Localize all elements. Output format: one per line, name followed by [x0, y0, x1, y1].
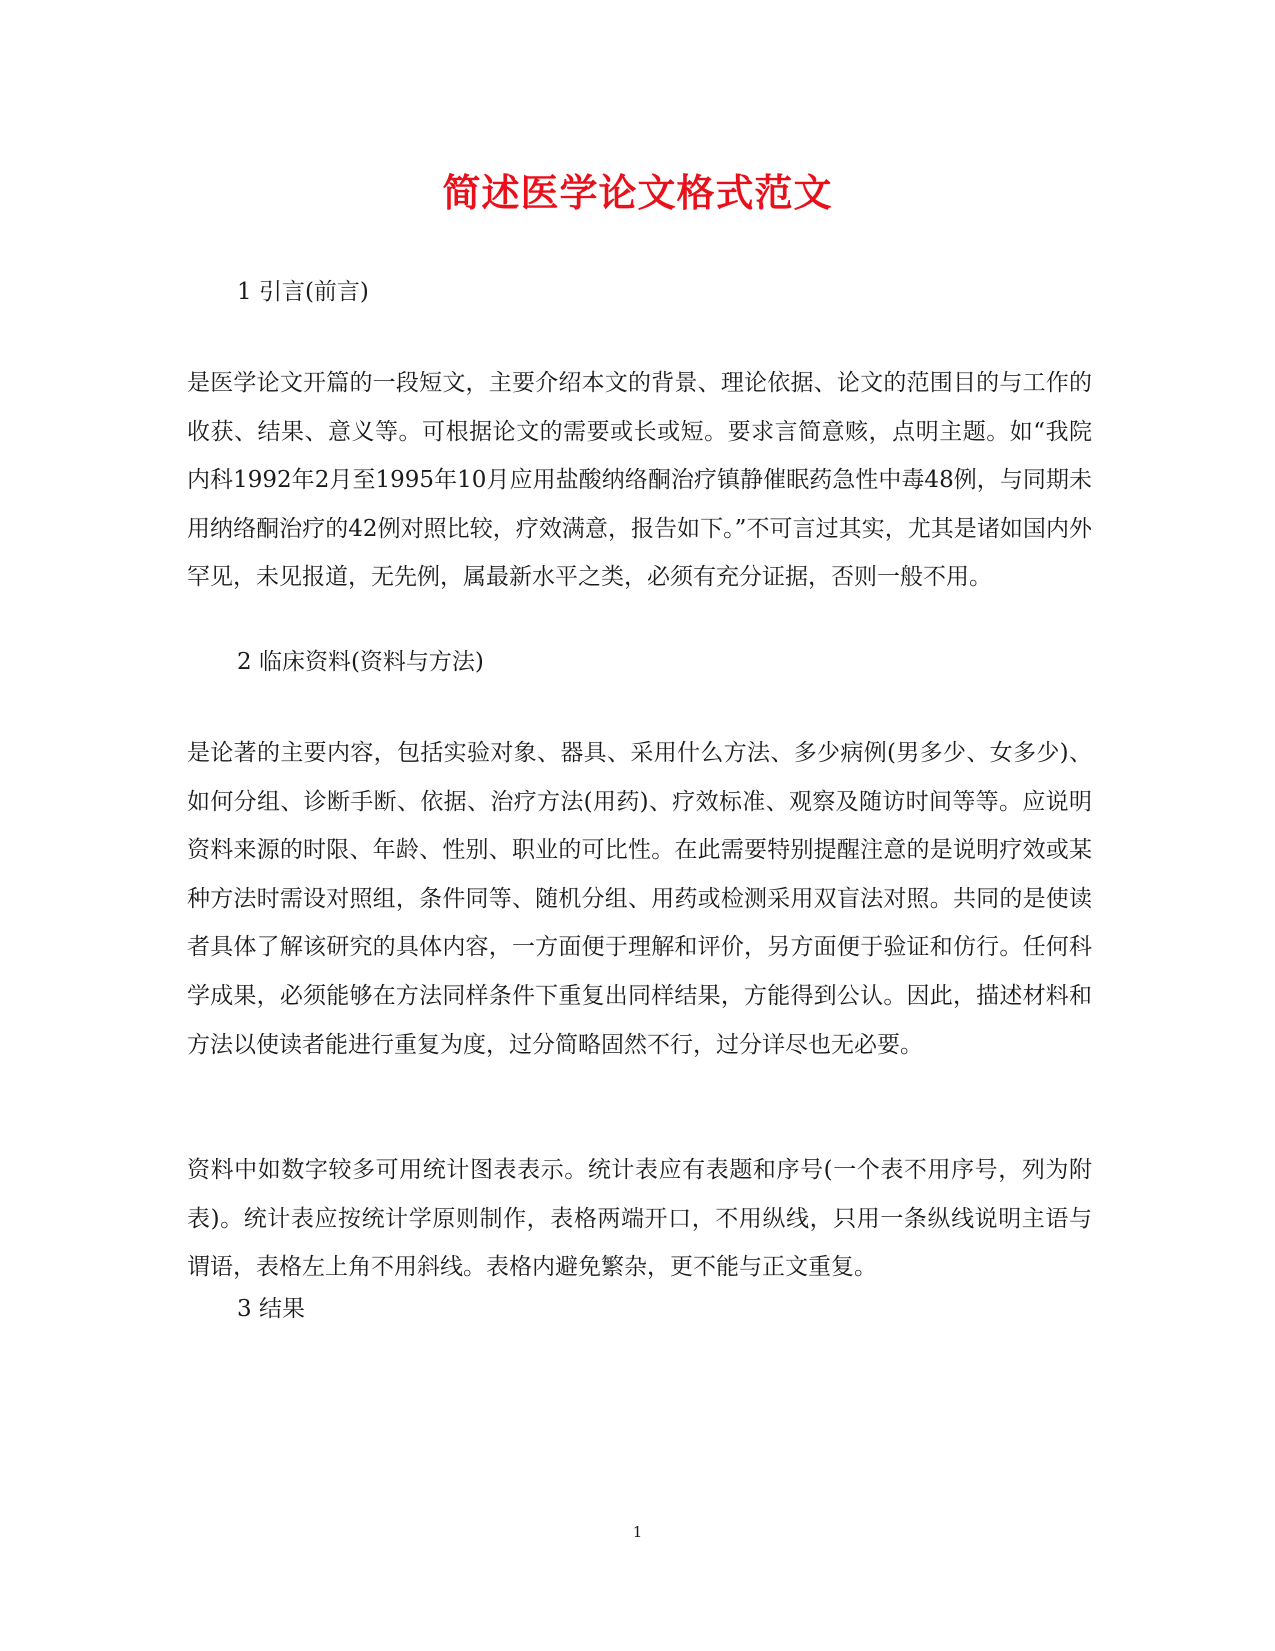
document-title: 简述医学论文格式范文	[442, 170, 833, 215]
paragraph-clinical-data-main: 是论著的主要内容，包括实验对象、器具、采用什么方法、多少病例(男多少、女多少)、如何分组、诊断手断、依据、治疗方法(用药)、疗效标准、观察及随访时间等等。应说明资料来源的时限、年龄、性别、职业的可比性。在此需要特别提醒注意的是说明疗效或某种方法时需设对照组，条件同等、随机分组、用药或检测采用双盲法对照。共同的是使读者具体了解该研究的具体内容，一方面便于理解和评价，另方面便于验证和仿行。任何科学成果，必须能够在方法同样条件下重复出同样结果，方能得到公认。因此，描述材料和方法以使读者能进行重复为度，过分简略固然不行，过分详尽也无必要。	[187, 740, 1092, 1058]
section-heading-clinical-data: 2 临床资料(资料与方法)	[237, 649, 484, 675]
page-number: 1	[632, 1523, 643, 1541]
section-heading-results: 3 结果	[237, 1296, 305, 1322]
paragraph-introduction: 是医学论文开篇的一段短文，主要介绍本文的背景、理论依据、论文的范围目的与工作的收获、结果、意义等。可根据论文的需要或长或短。要求言简意赅，点明主题。如“我院内科1992年2月至1995年10月应用盐酸纳络酮治疗镇静催眠药急性中毒48例，与同期未用纳络酮治疗的42例对照比较，疗效满意，报告如下。”不可言过其实，尤其是诸如国内外罕见，未见报道，无先例，属最新水平之类，必须有充分证据，否则一般不用。	[187, 370, 1092, 591]
section-heading-introduction: 1 引言(前言)	[237, 279, 369, 305]
paragraph-clinical-data-tables: 资料中如数字较多可用统计图表表示。统计表应有表题和序号(一个表不用序号，列为附表)。统计表应按统计学原则制作，表格两端开口，不用纵线，只用一条纵线说明主语与谓语，表格左上角不用斜线。表格内避免繁杂，更不能与正文重复。	[187, 1157, 1092, 1281]
